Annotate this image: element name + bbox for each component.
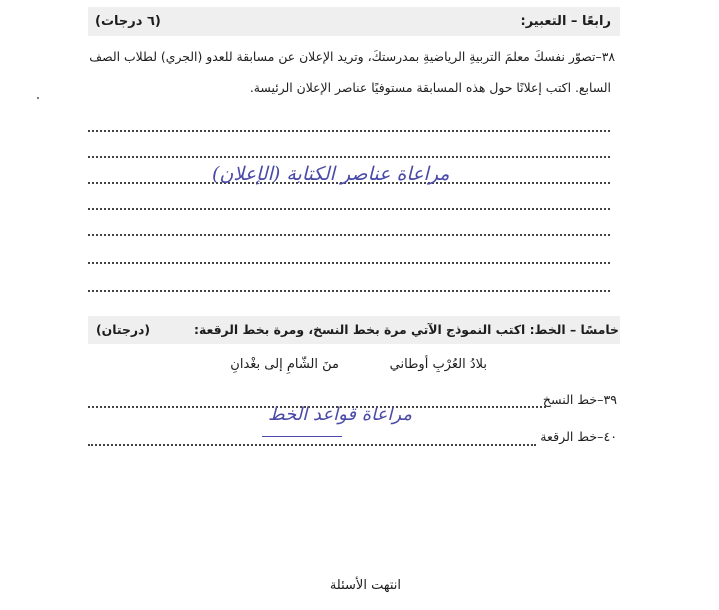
section-five-marks: (درجتان)	[96, 322, 151, 337]
section-four-marks: (٦ درجات)	[95, 14, 161, 29]
handwritten-underline	[262, 436, 342, 437]
answer-line	[88, 130, 610, 132]
answer-line	[88, 156, 610, 158]
ruqah-answer-line	[88, 444, 536, 446]
answer-line	[88, 262, 610, 264]
question-39-label: ٣٩–خط النسخ	[542, 392, 617, 407]
answer-line	[88, 290, 610, 292]
answer-line	[88, 234, 610, 236]
answer-line	[88, 208, 610, 210]
question-40-label: ٤٠–خط الرقعة	[540, 429, 617, 444]
calligraphy-model-part1: بلادُ العُرْبِ أوطاني	[389, 357, 487, 372]
section-five-title: خامسًا – الخط: اكتب النموذج الآتي مرة بخط النسخ، ومرة بخط الرقعة:	[193, 322, 619, 337]
question-38-line1: ٣٨–تصوّر نفسكَ معلمَ التربيةِ الرياضيةِ بمدرستكَ، وتريد الإعلان عن مسابقة للعدو (الجري) لطلاب الصف	[89, 49, 615, 64]
end-of-questions: انتهت الأسئلة	[329, 578, 401, 593]
scan-speck	[37, 97, 39, 99]
handwritten-note-expression: مراعاة عناصر الكتابة (الإعلان)	[212, 163, 450, 185]
calligraphy-model-part2: منَ الشّامِ إلى بغْدانِ	[230, 357, 339, 372]
handwritten-note-calligraphy: مراعاة قواعد الخط	[268, 404, 412, 425]
question-38-line2: السابع. اكتب إعلانًا حول هذه المسابقة مستوفيًا عناصر الإعلان الرئيسة.	[249, 80, 611, 95]
section-four-title: رابعًا – التعبير:	[520, 14, 611, 29]
